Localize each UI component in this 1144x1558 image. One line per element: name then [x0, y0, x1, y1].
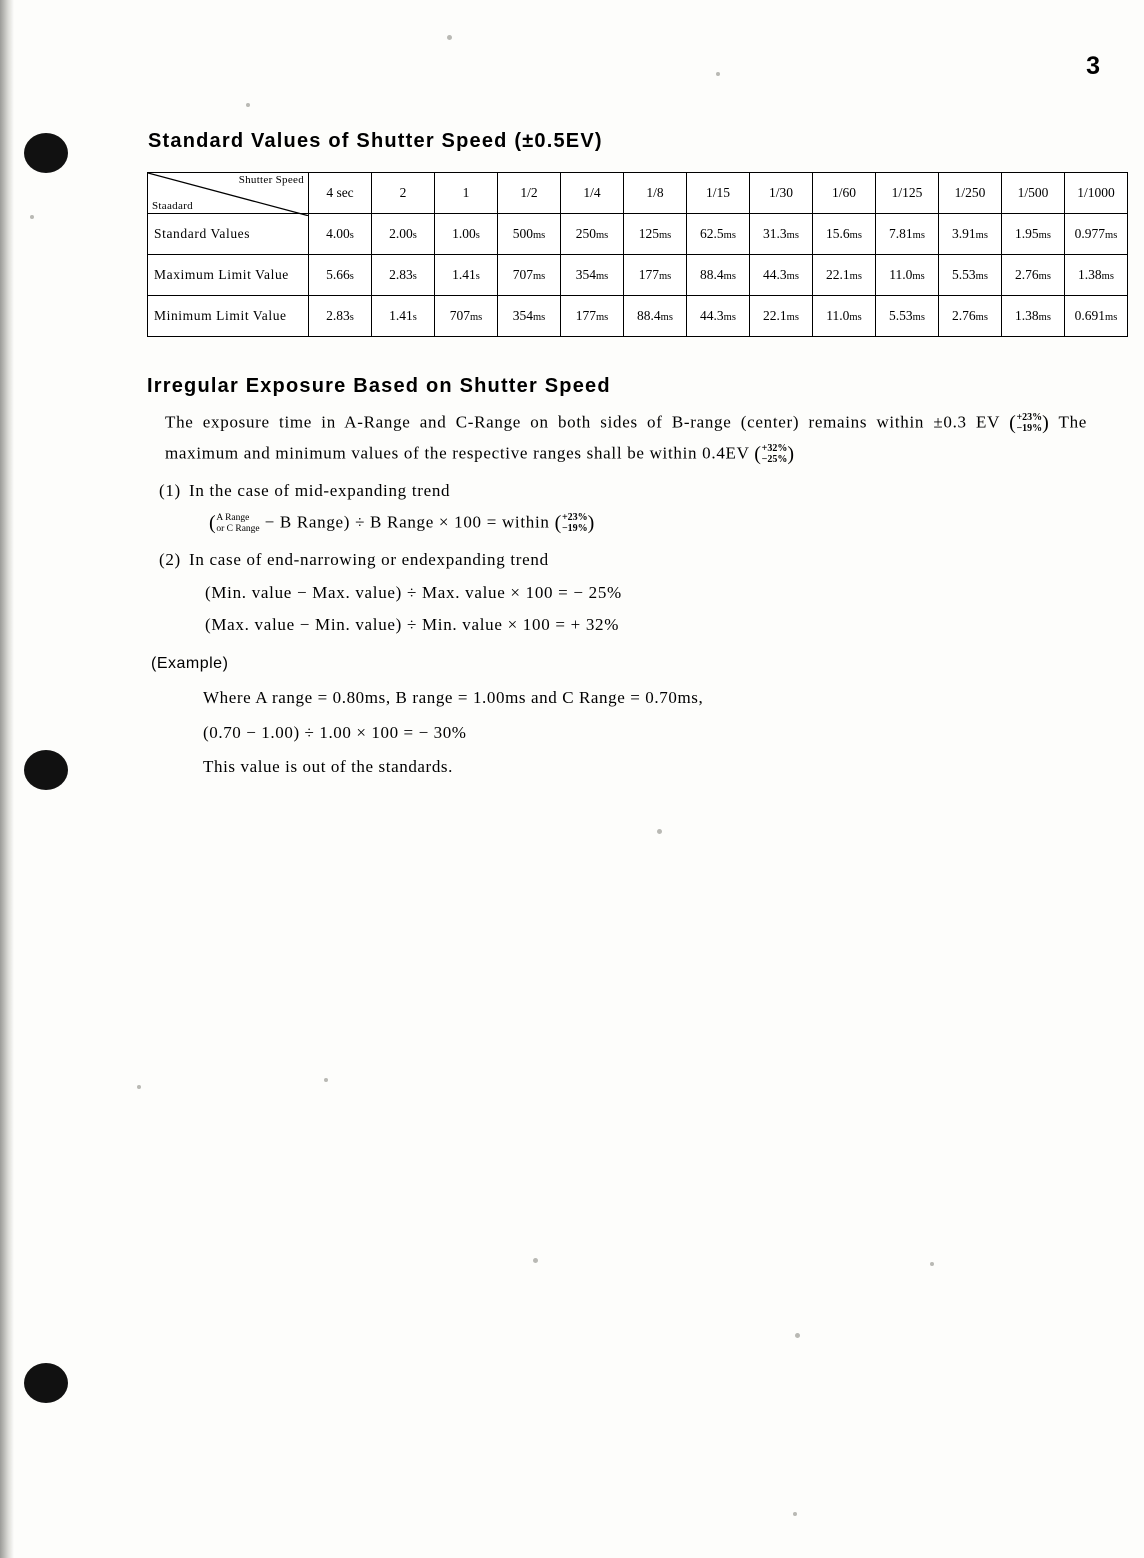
fraction-top: +23% — [1016, 412, 1043, 423]
section-title-standard-values: Standard Values of Shutter Speed (±0.5EV) — [148, 130, 603, 152]
table-cell: 177ms — [624, 255, 687, 296]
formula-1-body: − B Range) ÷ B Range × 100 = within — [264, 512, 550, 532]
corner-label-standard: Staadard — [152, 200, 193, 212]
table-cell: 1.41s — [372, 296, 435, 337]
scan-speck — [716, 72, 720, 76]
fraction-bottom: −19% — [561, 522, 588, 534]
section-title-irregular-exposure: Irregular Exposure Based on Shutter Speed — [147, 375, 611, 397]
range-stack-top: A Range — [216, 512, 250, 523]
tolerance-fraction-one — [1016, 413, 1042, 434]
scan-edge-shadow — [0, 0, 14, 1558]
table-row — [148, 296, 1128, 337]
binder-hole-punch — [24, 1363, 68, 1403]
table-corner-cell — [148, 173, 309, 214]
column-header: 1/1000 — [1065, 173, 1128, 214]
column-header: 1 — [435, 173, 498, 214]
column-header: 4 sec — [309, 173, 372, 214]
intro-paragraph — [165, 408, 1087, 470]
table-cell: 11.0ms — [813, 296, 876, 337]
range-stack-bottom: or C Range — [216, 523, 260, 534]
scan-speck — [795, 1333, 800, 1338]
table-cell: 2.76ms — [939, 296, 1002, 337]
column-header: 2 — [372, 173, 435, 214]
column-header: 1/30 — [750, 173, 813, 214]
scan-speck — [137, 1085, 141, 1089]
paren-open: ( — [209, 512, 217, 535]
table-cell: 44.3ms — [750, 255, 813, 296]
list-item-1 — [159, 478, 1087, 504]
scan-speck — [447, 35, 452, 40]
corner-label-shutter-speed: Shutter Speed — [238, 174, 304, 186]
list-item-2-text: In case of end-narrowing or endexpanding trend — [189, 550, 549, 570]
table-row — [148, 255, 1128, 296]
table-cell: 88.4ms — [624, 296, 687, 337]
table-cell: 62.5ms — [687, 214, 750, 255]
table-row — [148, 214, 1128, 255]
table-cell: 11.0ms — [876, 255, 939, 296]
example-line-1: Where A range = 0.80ms, B range = 1.00ms and C Range = 0.70ms, — [203, 688, 704, 708]
table-cell: 1.38ms — [1065, 255, 1128, 296]
column-header: 1/2 — [498, 173, 561, 214]
column-header: 1/15 — [687, 173, 750, 214]
table-cell: 1.95ms — [1002, 214, 1065, 255]
scan-speck — [657, 829, 662, 834]
formula-2: (Min. value − Max. value) ÷ Max. value × 100 = − 25% — [205, 582, 622, 602]
irregular-exposure-body — [147, 408, 1087, 780]
intro-part-one: The exposure time in A-Range and C-Range on both sides of B-range (center) remains within ±0.3 EV — [165, 412, 1000, 432]
paren-open: ( — [754, 443, 762, 465]
table-cell: 3.91ms — [939, 214, 1002, 255]
list-item-1-number: (1) — [159, 481, 181, 500]
table-cell: 4.00s — [309, 214, 372, 255]
column-header: 1/60 — [813, 173, 876, 214]
table-cell: 22.1ms — [750, 296, 813, 337]
table-cell: 15.6ms — [813, 214, 876, 255]
tolerance-fraction-two — [762, 444, 788, 465]
shutter-speed-table — [147, 172, 1128, 337]
paren-close: ) — [587, 512, 596, 535]
paren-open: ( — [554, 512, 562, 535]
paren-open: ( — [1009, 412, 1017, 434]
table-cell: 250ms — [561, 214, 624, 255]
table-cell: 88.4ms — [687, 255, 750, 296]
table-cell: 2.83s — [309, 296, 372, 337]
table-cell: 22.1ms — [813, 255, 876, 296]
fraction-bottom: −25% — [761, 453, 788, 465]
table-cell: 354ms — [498, 296, 561, 337]
table-cell: 1.00s — [435, 214, 498, 255]
binder-hole-punch — [24, 750, 68, 790]
column-header: 1/500 — [1002, 173, 1065, 214]
table-cell: 0.691ms — [1065, 296, 1128, 337]
column-header: 1/125 — [876, 173, 939, 214]
scan-speck — [324, 1078, 328, 1082]
paren-close: ) — [787, 443, 795, 465]
row-header: Standard Values — [148, 214, 309, 255]
table-cell: 31.3ms — [750, 214, 813, 255]
table-header-row — [148, 173, 1128, 214]
intro-part-two: The maximum and minimum values of the respective ranges shall be within 0.4EV — [165, 412, 1088, 463]
table-cell: 1.41s — [435, 255, 498, 296]
table-cell: 500ms — [498, 214, 561, 255]
fraction-top: +32% — [761, 443, 788, 454]
table-cell: 177ms — [561, 296, 624, 337]
paren-close: ) — [1042, 412, 1050, 434]
table-cell: 2.76ms — [1002, 255, 1065, 296]
example-line-2: (0.70 − 1.00) ÷ 1.00 × 100 = − 30% — [203, 722, 467, 742]
example-line-3: This value is out of the standards. — [203, 756, 453, 776]
binder-hole-punch — [24, 133, 68, 173]
table-cell: 1.38ms — [1002, 296, 1065, 337]
table-cell: 44.3ms — [687, 296, 750, 337]
scan-speck — [246, 103, 250, 107]
list-item-2 — [159, 547, 1087, 573]
table-cell: 354ms — [561, 255, 624, 296]
table-cell: 7.81ms — [876, 214, 939, 255]
column-header: 1/250 — [939, 173, 1002, 214]
table-cell: 0.977ms — [1065, 214, 1128, 255]
scan-speck — [533, 1258, 538, 1263]
scan-speck — [793, 1512, 797, 1516]
range-stack — [216, 513, 259, 535]
example-heading: (Example) — [151, 655, 229, 673]
fraction-bottom: −19% — [1016, 422, 1043, 434]
table-cell: 2.83s — [372, 255, 435, 296]
table-cell: 2.00s — [372, 214, 435, 255]
table-cell: 5.66s — [309, 255, 372, 296]
formula-1-tolerance — [562, 513, 588, 534]
page-number: 3 — [1086, 52, 1100, 80]
column-header: 1/8 — [624, 173, 687, 214]
scan-speck — [930, 1262, 934, 1266]
formula-3: (Max. value − Min. value) ÷ Min. value × 100 = + 32% — [205, 615, 620, 635]
table-cell: 5.53ms — [876, 296, 939, 337]
table-cell: 125ms — [624, 214, 687, 255]
row-header: Maximum Limit Value — [148, 255, 309, 296]
column-header: 1/4 — [561, 173, 624, 214]
table-cell: 707ms — [498, 255, 561, 296]
scan-speck — [30, 215, 34, 219]
list-item-1-text: In the case of mid-expanding trend — [189, 481, 451, 500]
table-cell: 707ms — [435, 296, 498, 337]
formula-1 — [209, 508, 1087, 539]
list-item-2-number: (2) — [159, 550, 181, 570]
row-header: Minimum Limit Value — [148, 296, 309, 337]
table-cell: 5.53ms — [939, 255, 1002, 296]
fraction-top: +23% — [561, 512, 588, 524]
